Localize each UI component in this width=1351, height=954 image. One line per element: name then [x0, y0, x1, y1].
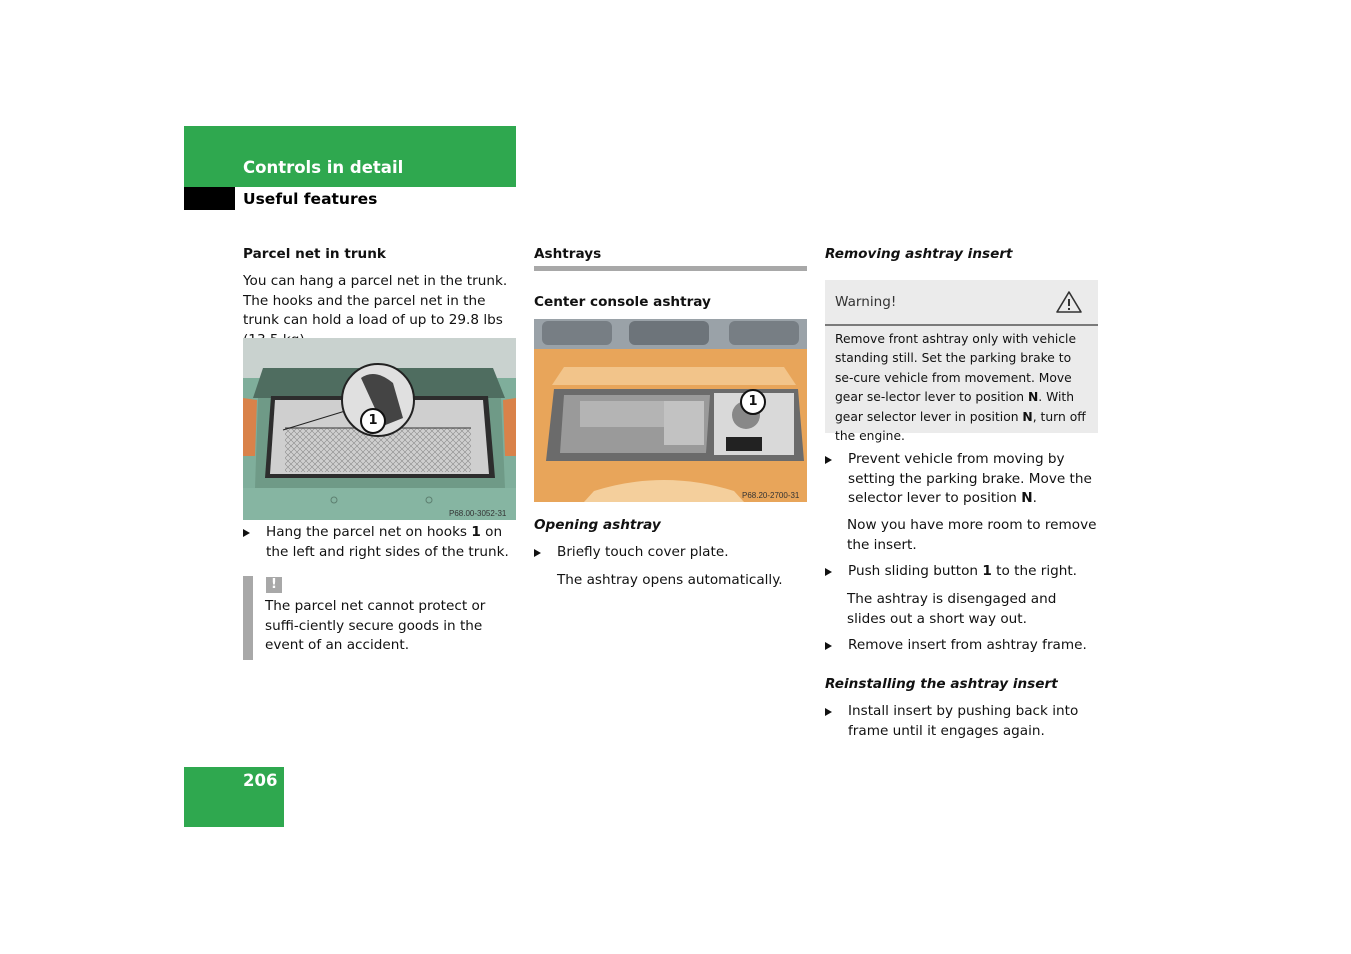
trunk-parcel-net-figure: [243, 338, 516, 520]
callout-1: 1: [740, 389, 766, 415]
header-marker: [184, 187, 235, 210]
step-text-end: on the left and right sides of the trunk.: [266, 524, 509, 560]
parcel-net-intro: You can hang a parcel net in the trunk. The hooks and the parcel net in the trunk can hold a load of up to 29.8 lbs: [243, 273, 508, 328]
warning-text-part: Remove front ashtray only with vehicle standing still. Set the parking brake to se-cure vehicle from movement. Move gear se-lector lever to position: [835, 332, 1077, 405]
callout-1: 1: [360, 408, 386, 434]
opening-result: The ashtray opens automatically.: [557, 572, 783, 588]
warning-title: Warning!: [835, 294, 897, 310]
figure-code: P68.20-2700-31: [742, 491, 800, 500]
removing-insert-heading: Removing ashtray insert: [825, 246, 1013, 262]
step-text: Briefly touch cover plate.: [557, 544, 729, 560]
removal-step-1-result: Now you have more room to remove the insert.: [847, 517, 1097, 553]
warning-text: [835, 330, 1093, 446]
opening-ashtray-heading: Opening ashtray: [534, 517, 661, 533]
removal-step-2: [825, 562, 1100, 582]
removal-step-2-result: The ashtray is disengaged and slides out a short way out.: [847, 591, 1057, 627]
gear-position-n: N: [1028, 390, 1039, 405]
note-text: The parcel net cannot protect or suffi-ciently secure goods in the event of an accident.: [265, 598, 486, 653]
gear-position-n: N: [1021, 490, 1033, 506]
center-console-heading: Center console ashtray: [534, 294, 711, 310]
bullet-arrow-icon: [825, 568, 832, 576]
ashtrays-heading: Ashtrays: [534, 246, 602, 262]
page-number: 206: [243, 771, 278, 790]
step-text: Hang the parcel net on hooks: [266, 524, 472, 540]
parcel-net-step: [243, 523, 518, 562]
step-text: Remove insert from ashtray frame.: [848, 637, 1087, 653]
figure-code: P68.00-3052-31: [449, 509, 507, 518]
step-text-end: .: [1032, 490, 1037, 506]
header-band: [184, 126, 516, 187]
removal-step-1: [825, 450, 1100, 509]
reinstalling-heading: Reinstalling the ashtray insert: [825, 676, 1058, 692]
bullet-arrow-icon: [243, 529, 250, 537]
section-title: Controls in detail: [243, 158, 404, 177]
bullet-arrow-icon: [534, 549, 541, 557]
step-text-end: to the right.: [991, 563, 1078, 579]
parcel-net-heading: Parcel net in trunk: [243, 246, 386, 262]
warning-text-part: , turn off the engine.: [835, 409, 1086, 444]
warning-divider: [825, 324, 1098, 326]
removal-step-3: [825, 636, 1100, 656]
note-bar: [243, 576, 253, 660]
exclamation-icon: !: [266, 577, 282, 593]
step-number: 1: [471, 524, 481, 540]
bullet-arrow-icon: [825, 456, 832, 464]
warning-text-part: . With gear selector lever in position: [835, 390, 1075, 424]
bullet-arrow-icon: [825, 642, 832, 650]
heading-rule: [534, 266, 807, 271]
subsection-title: Useful features: [243, 190, 378, 208]
step-text: Push sliding button: [848, 563, 983, 579]
step-text: Prevent vehicle from moving by setting the parking brake. Move the selector lever to position: [848, 451, 1092, 506]
center-console-ashtray-figure: [534, 319, 807, 502]
console-illustration: [534, 319, 807, 502]
warning-triangle-icon: [1055, 290, 1083, 318]
gear-position-n: N: [1022, 409, 1033, 424]
step-text: Install insert by pushing back into frame until it engages again.: [848, 703, 1079, 739]
step-number: 1: [982, 563, 992, 579]
bullet-arrow-icon: [825, 708, 832, 716]
opening-step: [534, 543, 809, 563]
reinstall-step: [825, 702, 1100, 741]
